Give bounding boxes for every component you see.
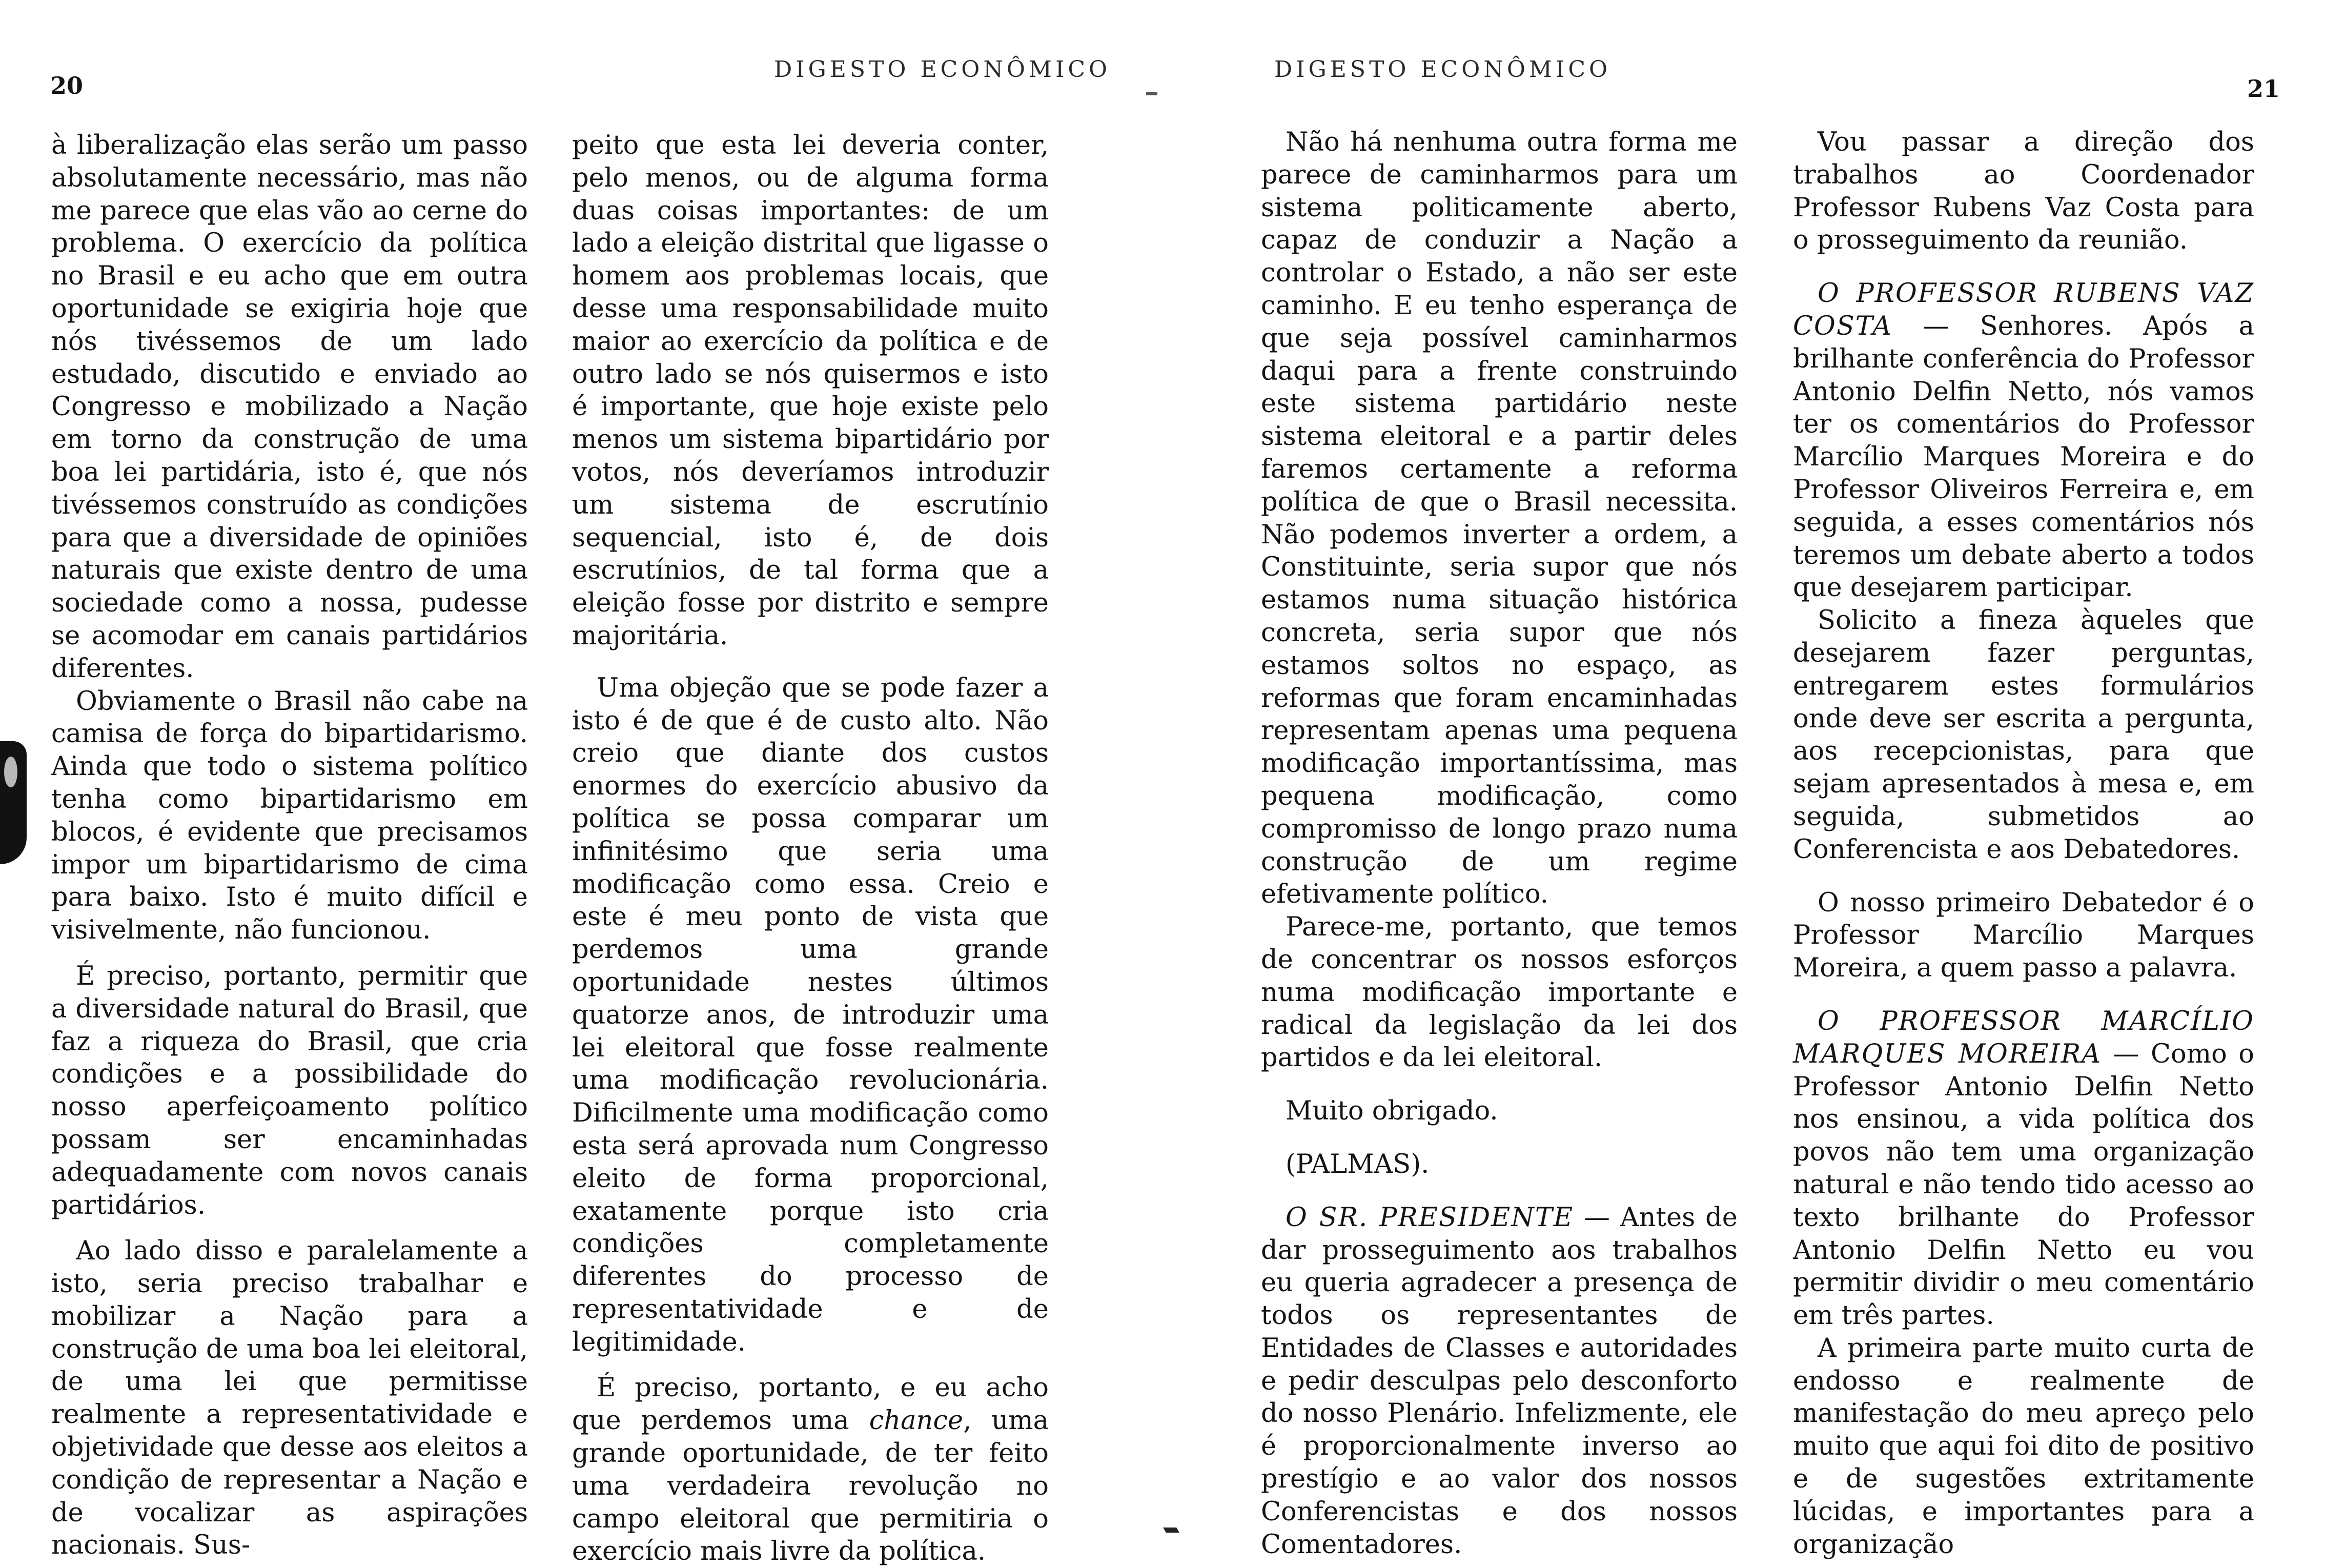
paragraph: Obviamente o Brasil não cabe na camisa de força do bipartidarismo. Ainda que todo o sistema político tenha como bipartidarismo em blocos, é evidente que precisamos impor um bipartidarismo de cima para baixo. Isto é muito difícil e visivelmente, não funcionou. (51, 686, 528, 946)
page-number: 21 (2247, 75, 2280, 103)
paragraph-text: , uma grande oportunidade, de ter feito uma verdadeira revolução no campo eleitoral que permitiria o exercício mais livre da política. (572, 1406, 1049, 1567)
paragraph: É preciso, portanto, permitir que a diversidade natural do Brasil, que faz a riqueza do Brasil, que cria condições e a possibilidade do nosso aperfeiçoamento político possam ser encaminhadas adequadamente com novos canais partidários. (51, 961, 528, 1220)
paragraph: Vou passar a direção dos trabalhos ao Coordenador Professor Rubens Vaz Costa para o prosseguimento da reunião. (1793, 127, 2254, 256)
paragraph-text: É preciso, portanto, e eu acho que perdemos uma (572, 1373, 1049, 1436)
running-head: DIGESTO ECONÔMICO (774, 56, 1111, 83)
speaker-name: O SR. PRESIDENTE (1286, 1202, 1574, 1233)
paragraph (1793, 277, 2254, 604)
right-page (1162, 0, 2325, 1560)
paragraph: Muito obrigado. (1286, 1096, 1498, 1127)
paragraph (1261, 1202, 1738, 1561)
paragraph (572, 1372, 1049, 1568)
text-column-4 (1793, 126, 2254, 1561)
paragraph-text: — Antes de dar prosseguimento aos trabalhos eu queria agradecer a presença de todos os representantes de Entidades de Classes e autoridades e pedir desculpas pelo desconforto do nosso Plenário. Infelizmente, ele é proporcionalmente inverso ao prestígio e ao valor dos nossos Conferencistas e dos nossos Comentadores. (1261, 1202, 1738, 1560)
italic-word: chance (869, 1406, 964, 1436)
paragraph-text: — Como o Professor Antonio Delfin Netto nos ensinou, a vida política dos povos não tem uma organização natural e não tendo tido acesso ao texto brilhante do Professor Antonio Delfin Netto eu vou permitir dividir o meu comentário em três partes. (1793, 1038, 2254, 1331)
page-number: 20 (50, 72, 84, 99)
paragraph: O nosso primeiro Debatedor é o Professor Marcílio Marques Moreira, a quem passo a palavra. (1793, 887, 2254, 984)
left-page (0, 0, 1162, 1567)
speaker-name: O PROFESSOR MARCÍLIO MARQUES MOREIRA (1793, 1006, 2254, 1069)
paragraph: Solicito a fineza àqueles que desejarem fazer perguntas, entregarem estes formulários onde deve ser escrita a pergunta, aos recepcionistas, para que sejam apresentados à mesa e, em seguida, submetidos ao Conferencista e aos Debatedores. (1793, 605, 2254, 865)
paragraph: Uma objeção que se pode fazer a isto é de que é de custo alto. Não creio que diante dos custos enormes do exercício abusivo da política se possa comparar um infinitésimo que seria uma modificação como essa. Creio e este é meu ponto de vista que perdemos uma grande oportunidade nestes últimos quatorze anos, de introduzir uma lei eleitoral que fosse realmente uma modificação revolucionária. Dificilmente uma modificação como esta será aprovada num Congresso eleito de forma proporcional, exatamente porque isto cria condições completamente diferentes do processo de representatividade e de legitimidade. (572, 673, 1049, 1357)
paragraph: A primeira parte muito curta de endosso e realmente de manifestação do meu apreço pelo muito que aqui foi dito de positivo e de sugestões extritamente lúcidas, e importantes para a organização (1793, 1333, 2254, 1560)
paragraph: à liberalização elas serão um passo absolutamente necessário, mas não me parece que elas vão ao cerne do problema. O exercício da política no Brasil e eu acho que em outra oportunidade se exigiria hoje que nós tivéssemos de um lado estudado, discutido e enviado ao Congresso e mobilizado a Nação em torno da construção de uma boa lei partidária, isto é, que nós tivéssemos construído as condições para que a diversidade de opiniões naturais que existe dentro de uma sociedade como a nossa, pudesse se acomodar em canais partidários diferentes. (51, 130, 528, 684)
paragraph: peito que esta lei deveria conter, pelo menos, ou de alguma forma duas coisas importantes: de um lado a eleição distrital que ligasse o homem aos problemas locais, que desse uma responsabilidade muito maior ao exercício da política e de outro lado se nós quisermos e isto é importante, que hoje existe pelo menos um sistema bipartidário por votos, nós deveríamos introduzir um sistema de escrutínio sequencial, isto é, de dois escrutínios, de tal forma que a eleição fosse por distrito e sempre majoritária. (572, 130, 1049, 651)
text-column-1 (51, 129, 528, 1562)
text-column-2 (572, 129, 1049, 1568)
paragraph (1793, 1005, 2254, 1332)
text-column-3 (1261, 126, 1738, 1561)
paragraph: Parece-me, portanto, que temos de concentrar os nossos esforços numa modificação importante e radical da legislação da lei dos partidos e da lei eleitoral. (1261, 912, 1738, 1073)
paragraph: Não há nenhuma outra forma me parece de caminharmos para um sistema politicamente aberto, capaz de conduzir a Nação a controlar o Estado, a não ser este caminho. E eu tenho esperança de que seja possível caminharmos daqui para a frente construindo este sistema partidário neste sistema eleitoral e a partir deles faremos certamente a reforma política de que o Brasil necessita. Não podemos inverter a ordem, a Constituinte, seria supor que nós estamos numa situação histórica concreta, seria supor que nós estamos soltos no espaço, as reformas que foram encaminhadas representam apenas uma pequena modificação importantíssima, mas pequena modificação, como compromisso de longo prazo numa construção de um regime efetivamente político. (1261, 127, 1738, 910)
speaker-name: O PROFESSOR RUBENS VAZ COSTA (1793, 278, 2254, 341)
paragraph: Ao lado disso e paralelamente a isto, seria preciso trabalhar e mobilizar a Nação para a construção de uma boa lei eleitoral, de uma lei que permitisse realmente a representatividade e objetividade que desse aos eleitos a condição de representar a Nação e de vocalizar as aspirações nacionais. Sus- (51, 1236, 528, 1561)
paragraph-text: — Senhores. Após a brilhante conferência do Professor Antonio Delfin Netto, nós vamos ter os comentários do Professor Marcílio Marques Moreira e do Professor Oliveiros Ferreira e, em seguida, a esses comentários nós teremos um debate aberto a todos que desejarem participar. (1793, 311, 2254, 603)
paragraph: (PALMAS). (1286, 1149, 1430, 1179)
running-head: DIGESTO ECONÔMICO (1274, 56, 1612, 83)
